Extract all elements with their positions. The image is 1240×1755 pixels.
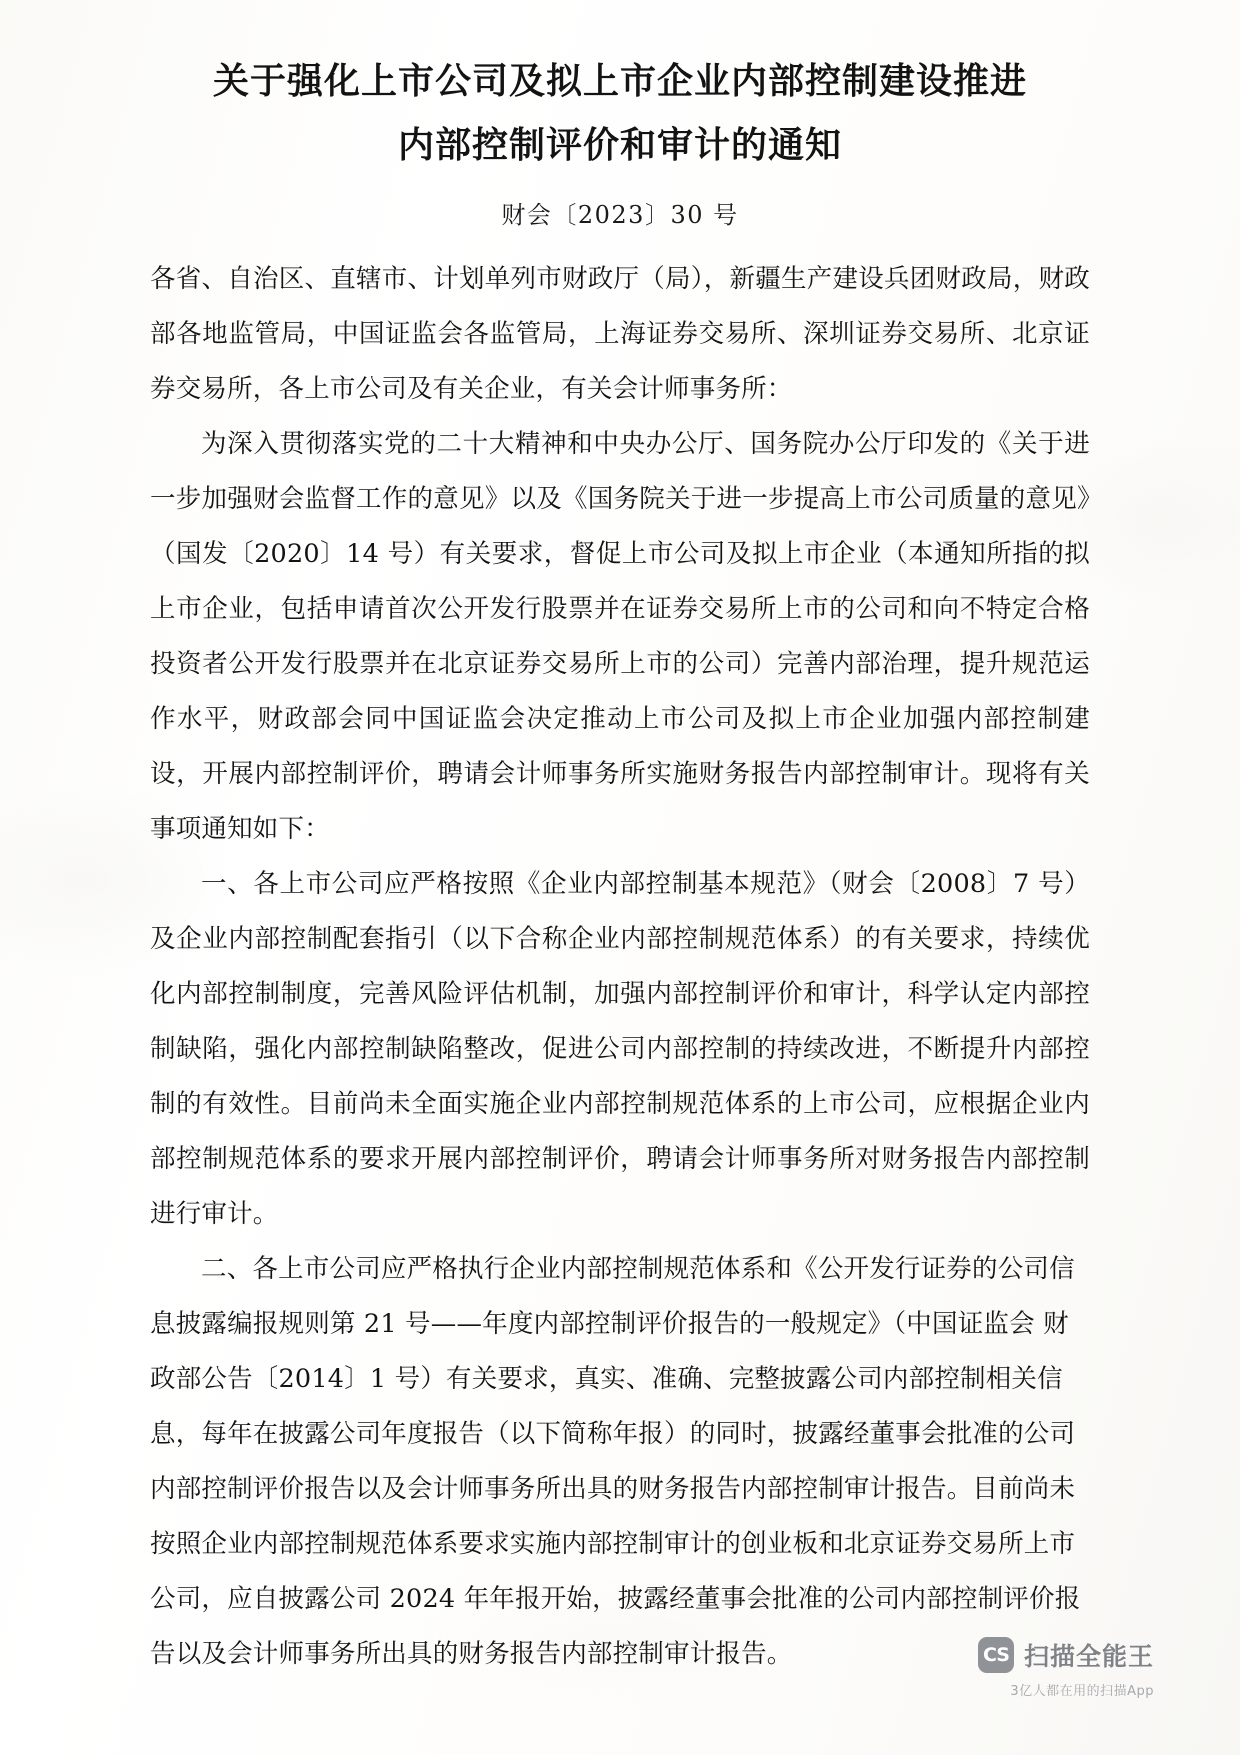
watermark-row <box>978 1637 1154 1673</box>
paragraph-article-1: 一、各上市公司应严格按照《企业内部控制基本规范》（财会〔2008〕7 号）及企业内部控制配套指引（以下合称企业内部控制规范体系）的有关要求，持续优化内部控制制度，完善风险评估机制，加强内部控制评价和审计，科学认定内部控制缺陷，强化内部控制缺陷整改，促进公司内部控制的持续改进，不断提升内部控制的有效性。目前尚未全面实施企业内部控制规范体系的上市公司，应根据企业内部控制规范体系的要求开展内部控制评价，聘请会计师事务所对财务报告内部控制进行审计。 <box>150 869 1090 1229</box>
camscanner-watermark <box>978 1637 1154 1699</box>
paragraph-recipients: 各省、自治区、直辖市、计划单列市财政厅（局），新疆生产建设兵团财政局，财政部各地监管局，中国证监会各监管局，上海证券交易所、深圳证券交易所、北京证券交易所，各上市公司及有关企业，有关会计师事务所： <box>150 264 1090 404</box>
document-title <box>150 0 1090 178</box>
document-body <box>150 252 1090 1682</box>
paragraph-preamble: 为深入贯彻落实党的二十大精神和中央办公厅、国务院办公厅印发的《关于进一步加强财会监督工作的意见》以及《国务院关于进一步提高上市公司质量的意见》（国发〔2020〕14 号）有关要求，督促上市公司及拟上市企业（本通知所指的拟上市企业，包括申请首次公开发行股票并在证券交易所上市的公司和向不特定合格投资者公开发行股票并在北京证券交易所上市的公司）完善内部治理，提升规范运作水平，财政部会同中国证监会决定推动上市公司及拟上市企业加强内部控制建设，开展内部控制评价，聘请会计师事务所实施财务报告内部控制审计。现将有关事项通知如下： <box>150 429 1090 844</box>
watermark-title: 扫描全能王 <box>1023 1642 1154 1671</box>
document-title-line-1: 关于强化上市公司及拟上市企业内部控制建设推进 <box>212 61 1027 102</box>
watermark-subtitle: 3亿人都在用的扫描App <box>1010 1684 1154 1699</box>
camscanner-logo-icon: CS <box>978 1637 1014 1673</box>
document-title-line-2: 内部控制评价和审计的通知 <box>397 125 842 166</box>
document-number: 财会〔2023〕30 号 <box>501 201 739 229</box>
paragraph-article-2: 二、各上市公司应严格执行企业内部控制规范体系和《公开发行证券的公司信息披露编报规则第 21 号——年度内部控制评价报告的一般规定》（中国证监会 财政部公告〔2014〕1 号）有关要求，真实、准确、完整披露公司内部控制相关信息，每年在披露公司年度报告（以下简称年报）的同时，披露经董事会批准的公司内部控制评价报告以及会计师事务所出具的财务报告内部控制审计报告。目前尚未按照企业内部控制规范体系要求实施内部控制审计的创业板和北京证券交易所上市公司，应自披露公司 2024 年年报开始，披露经董事会批准的公司内部控制评价报告以及会计师事务所出具的财务报告内部控制审计报告。 <box>150 1254 1081 1669</box>
